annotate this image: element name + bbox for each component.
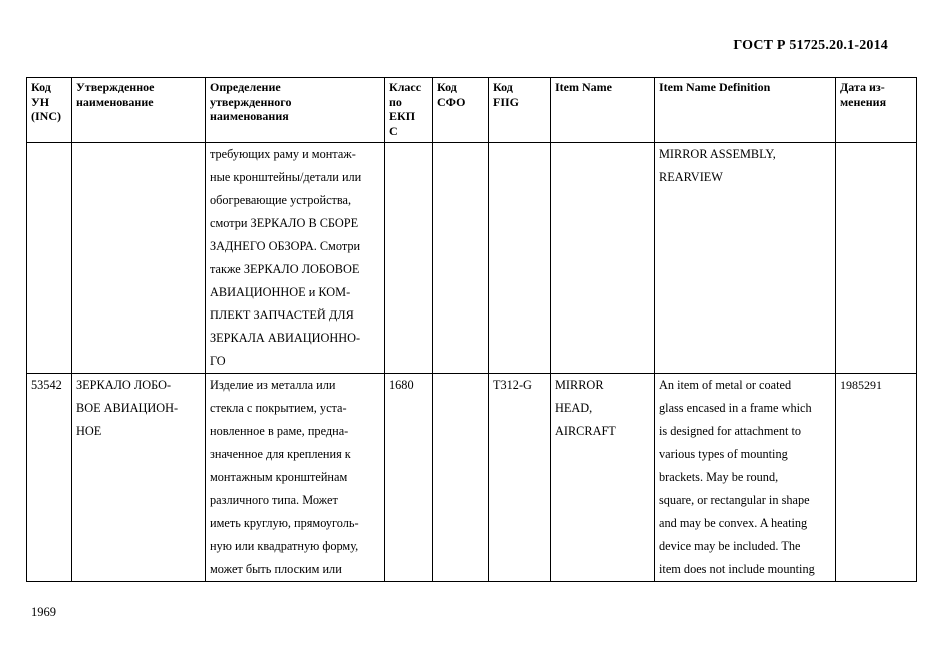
col-header-definition: Определение утвержденного наименования [206,78,385,143]
table-row [27,143,917,374]
cell-sfo [433,374,489,582]
cell-class: 1680 [385,374,433,582]
cell-date [836,143,917,374]
cell-date: 1985291 [836,374,917,582]
cell-item-name: MIRROR HEAD, AIRCRAFT [551,374,655,582]
cell-item-name [551,143,655,374]
catalog-table [26,77,917,582]
page-number: 1969 [31,605,56,619]
cell-approved-name: ЗЕРКАЛО ЛОБО- ВОЕ АВИАЦИОН- НОЕ [72,374,206,582]
cell-item-definition: An item of metal or coated glass encased in a frame which is designed for attachment to various types of mounting brackets. May be round, square, or rectangular in shape and may be convex. A heating device may be included. The item does not include mounting [655,374,836,582]
document-code: ГОСТ Р 51725.20.1-2014 [733,38,888,53]
cell-inc [27,143,72,374]
col-header-inc: Код УН (INC) [27,78,72,143]
col-header-class: Класс по ЕКП С [385,78,433,143]
cell-definition: требующих раму и монтаж- ные кронштейны/детали или обогревающие устройства, смотри ЗЕРКАЛО В СБОРЕ ЗАДНЕГО ОБЗОРА. Смотри также ЗЕРКАЛО ЛОБОВОЕ АВИАЦИОННОЕ и КОМ- ПЛЕКТ ЗАПЧАСТЕЙ ДЛЯ ЗЕРКАЛА АВИАЦИОННО- ГО [206,143,385,374]
col-header-item-name: Item Name [551,78,655,143]
col-header-approved-name: Утвержденное наименование [72,78,206,143]
col-header-date: Дата из- менения [836,78,917,143]
cell-item-definition: MIRROR ASSEMBLY, REARVIEW [655,143,836,374]
col-header-sfo: Код СФО [433,78,489,143]
cell-class [385,143,433,374]
cell-inc: 53542 [27,374,72,582]
table-row [27,374,917,582]
col-header-item-definition: Item Name Definition [655,78,836,143]
cell-fiig: T312-G [489,374,551,582]
cell-definition: Изделие из металла или стекла с покрытием, уста- новленное в раме, предна- значенное для крепления к монтажным кронштейнам различного типа. Может иметь круглую, прямоуголь- ную или квадратную форму, может быть плоским или [206,374,385,582]
col-header-fiig: Код FIIG [489,78,551,143]
cell-approved-name [72,143,206,374]
cell-sfo [433,143,489,374]
table-header-row [27,78,917,143]
cell-fiig [489,143,551,374]
